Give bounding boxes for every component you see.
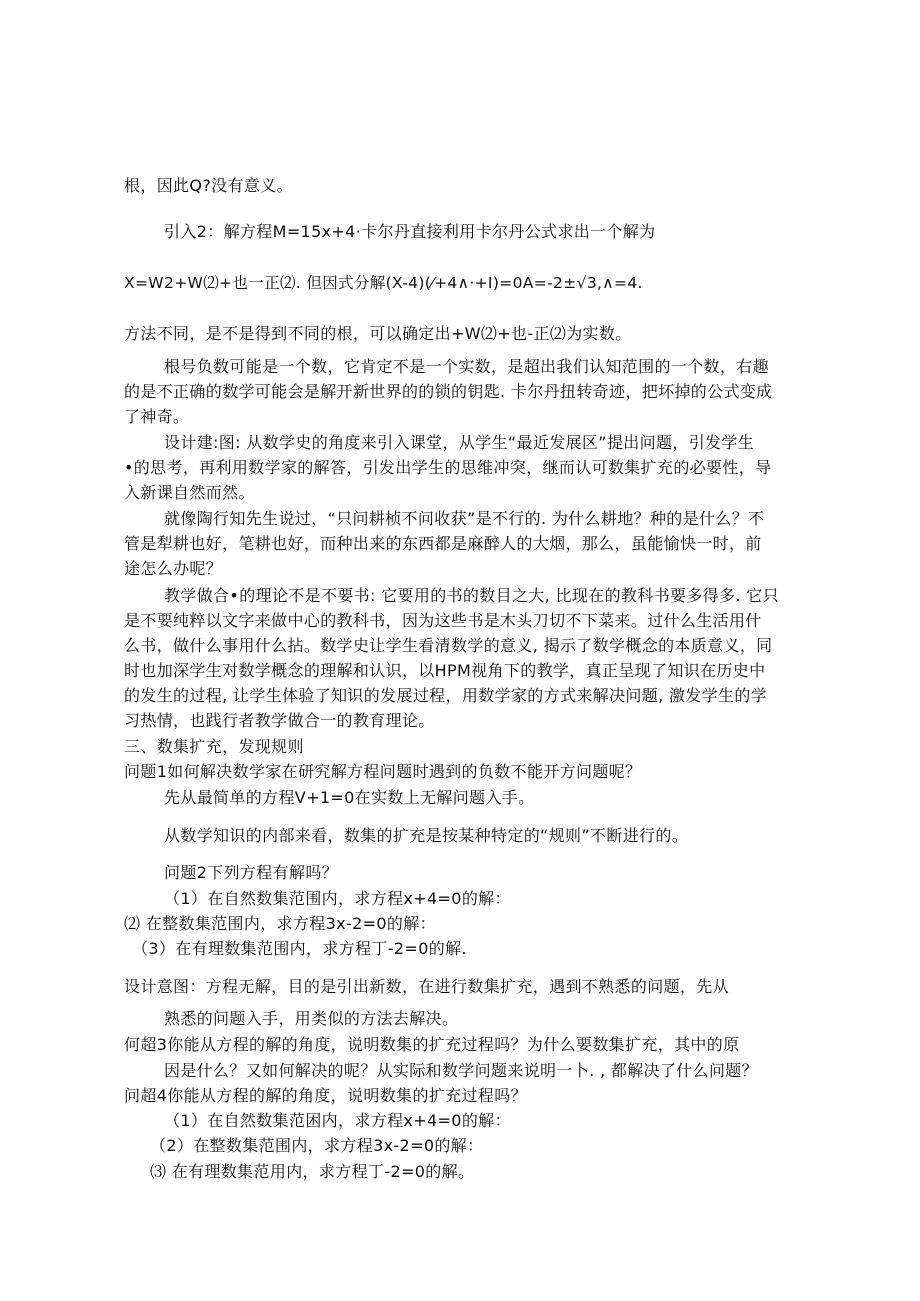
paragraph-line: 管是犁耕也好，笔耕也好，而种出来的东西都是麻醉人的大烟，那么，虽能愉快一时，前 <box>124 534 762 553</box>
paragraph-line: 途怎么办呢？ <box>124 559 223 578</box>
paragraph-line: 根，因此Q?没有意义。 <box>124 176 293 195</box>
list-item: （2）在整数集范围内，求方程3x-2=0的解： <box>150 1136 484 1155</box>
paragraph-line: 教学做合•的理论不是不要书: 它要用的书的数目之大, 比现在的教科书要多得多. 它只 <box>164 586 779 605</box>
paragraph-line: 根号负数可能是一个数，它肯定不是一个实数，是超出我们认知范围的一个数，右趣 <box>164 357 769 376</box>
list-item: ⑵ 在整数集范围内，求方程3x-2=0的解： <box>124 914 436 933</box>
paragraph-line: 因是什么？又如何解决的呢？从实际和数学问题来说明一卜. , 都解决了什么问题？ <box>164 1061 758 1080</box>
paragraph-line: 设计意图：方程无解，目的是引出新数，在进行数集扩充，遇到不熟悉的问题，先从 <box>124 977 729 996</box>
paragraph-line: 方法不同，是不是得到不同的根，可以确定出+W⑵+也-正⑵为实数。 <box>124 324 632 343</box>
paragraph-line: •的思考，再利用数学家的解答，引发出学生的思维冲突，继而认可数集扩充的必要性，导 <box>124 458 772 477</box>
paragraph-line: 从数学知识的内部来看，数集的扩充是按某种特定的“规则”不断进行的。 <box>164 826 689 845</box>
paragraph-line: 了神奇。 <box>124 407 190 426</box>
paragraph-line: 么书，做什么事用什么拈。数学史让学生看清数学的意义, 揭示了数学概念的本质意义，同 <box>124 636 773 655</box>
question-line: 问题1如何解决数学家在研究解方程问题时遇到的负数不能开方问题呢？ <box>124 762 642 781</box>
question-line: 何超3你能从方程的解的角度，说明数集的扩充过程吗？为什么要数集扩充，其中的原 <box>124 1035 740 1054</box>
paragraph-line: 就像陶行知先生说过，“只问耕桢不问收获”是不行的. 为什么耕地？种的是什么？不 <box>164 509 765 528</box>
question-line: 问题2下列方程有解吗？ <box>164 863 339 882</box>
paragraph-line: 引入2：解方程M=15x+4·卡尔丹直接利用卡尔丹公式求出一个解为 <box>164 222 656 241</box>
paragraph-line: 设计建:图: 从数学史的角度来引入课堂，从学生“最近发展区”提出问题，引发学生 <box>164 433 755 452</box>
question-line: 问超4你能从方程的解的角度，说明数集的扩充过程吗？ <box>124 1086 527 1105</box>
paragraph-line: 时也加深学生对数学概念的理解和认识，以HPM视角下的教学，真正呈现了知识在历史中 <box>124 661 766 680</box>
paragraph-line: 是不要纯粹以文字来做中心的教科书，因为这些书是木头刀切不下菜来。过什么生活用什 <box>124 611 762 630</box>
paragraph-line: 的发生的过程, 让学生体验了知识的发展过程，用数学家的方式来解决问题, 激发学生的学 <box>124 686 768 705</box>
equation-line: X=W2+W⑵+也一正⑵. 但因式分解(X-4)(⁄+4∧·+I)=0A=-2±√3,∧=4. <box>124 274 643 292</box>
list-item: （1）在自然数集范困内，求方程x+4=0的解： <box>164 1111 511 1130</box>
list-item: （3）在有理数集范围内，求方程丁-2=0的解. <box>132 939 467 958</box>
paragraph-line: 熟悉的问题入手，用类似的方法去解决。 <box>164 1009 459 1028</box>
paragraph-line: 习热情，也践行者教学做合一的教育理论。 <box>124 711 435 730</box>
section-heading: 三、数集扩充，发现规则 <box>124 737 304 756</box>
paragraph-line: 的是不正确的数学可能会是解开新世界的的锁的钥匙. 卡尔丹扭转奇迹，把坏掉的公式变成 <box>124 382 773 401</box>
paragraph-line: 先从最简单的方程V+1=0在实数上无解问题入手。 <box>164 788 535 807</box>
list-item: ⑶ 在有理数集范用内，求方程丁-2=0的解。 <box>150 1162 475 1181</box>
list-item: （1）在自然数集范围内，求方程x+4=0的解： <box>164 889 511 908</box>
paragraph-line: 入新课自然而然。 <box>124 483 255 502</box>
